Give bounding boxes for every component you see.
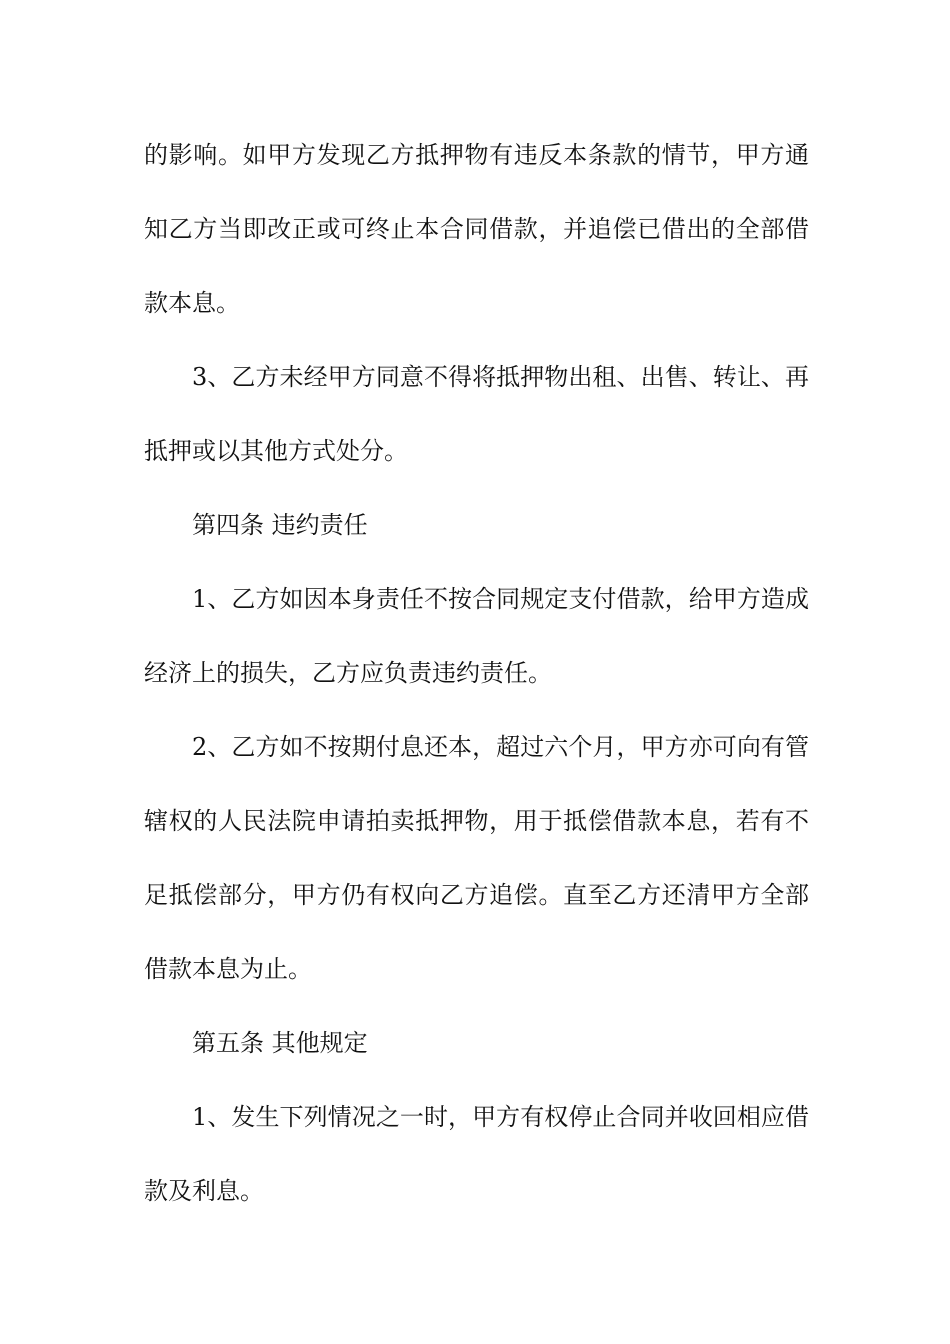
text-line: 1、乙方如因本身责任不按合同规定支付借款，给甲方造成 [192, 585, 809, 613]
text-line: 1、发生下列情况之一时，甲方有权停止合同并收回相应借 [192, 1103, 809, 1131]
text-line: 知乙方当即改正或可终止本合同借款，并追偿已借出的全部借 [144, 215, 809, 243]
text-line: 款及利息。 [144, 1177, 264, 1205]
section-heading: 第四条 违约责任 [192, 511, 368, 539]
text-line: 2、乙方如不按期付息还本，超过六个月，甲方亦可向有管 [192, 733, 809, 761]
text-line: 款本息。 [144, 289, 240, 317]
section-heading: 第五条 其他规定 [192, 1029, 368, 1057]
text-line: 的影响。如甲方发现乙方抵押物有违反本条款的情节，甲方通 [144, 141, 809, 169]
text-line: 3、乙方未经甲方同意不得将抵押物出租、出售、转让、再 [192, 363, 809, 391]
text-line: 足抵偿部分，甲方仍有权向乙方追偿。直至乙方还清甲方全部 [144, 881, 809, 909]
text-line: 经济上的损失，乙方应负责违约责任。 [144, 659, 552, 687]
document-body [144, 118, 809, 1228]
text-line: 借款本息为止。 [144, 955, 312, 983]
text-line: 辖权的人民法院申请拍卖抵押物，用于抵偿借款本息，若有不 [144, 807, 809, 835]
text-line: 抵押或以其他方式处分。 [144, 437, 408, 465]
